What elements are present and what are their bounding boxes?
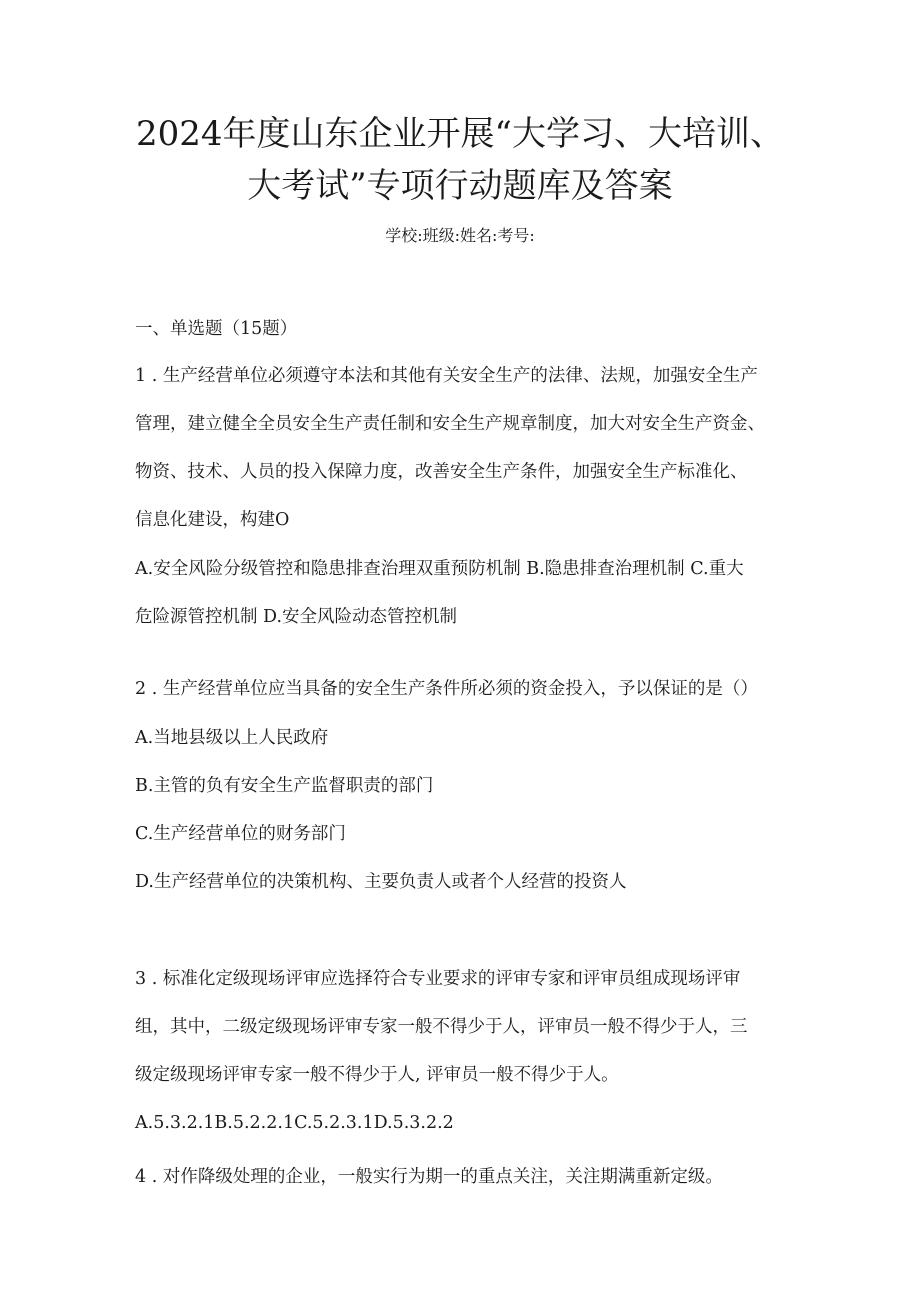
question-4-line-1: 4 . 对作降级处理的企业，一般实行为期一的重点关注，关注期满重新定级。: [135, 1167, 723, 1187]
question-1-options-line-2: 危险源管控机制 D.安全风险动态管控机制: [135, 607, 458, 627]
question-1-line-4: 信息化建设，构建O: [135, 510, 290, 530]
question-1-line-2: 管理，建立健全全员安全生产责任制和安全生产规章制度，加大对安全生产资金、: [135, 414, 765, 434]
document-title-line-2: 大考试”专项行动题库及答案: [247, 166, 673, 206]
question-1-line-1: 1 . 生产经营单位必须遵守本法和其他有关安全生产的法律、法规，加强安全生产: [135, 366, 758, 386]
question-2-option-d: D.生产经营单位的决策机构、主要负责人或者个人经营的投资人: [135, 872, 627, 892]
question-2-option-b: B.主管的负有安全生产监督职责的部门: [135, 776, 434, 796]
document-title-line-1: 2024年度山东企业开展“大学习、大培训、: [136, 114, 784, 154]
question-1-options-line-1: A.安全风险分级管控和隐患排查治理双重预防机制 B.隐患排查治理机制 C.重大: [135, 559, 744, 579]
question-2-option-a: A.当地县级以上人民政府: [135, 728, 329, 748]
question-3-options: A.5.3.2.1B.5.2.2.1C.5.2.3.1D.5.3.2.2: [135, 1113, 454, 1133]
section-heading: 一、单选题（15题）: [135, 319, 298, 339]
student-info-line: 学校:班级:姓名:考号:: [385, 226, 535, 245]
question-3-line-1: 3 . 标准化定级现场评审应选择符合专业要求的评审专家和评审员组成现场评审: [135, 969, 741, 989]
question-1-line-3: 物资、技术、人员的投入保障力度，改善安全生产条件，加强安全生产标准化、: [135, 462, 748, 482]
question-3-line-3: 级定级现场评审专家一般不得少于人, 评审员一般不得少于人。: [135, 1065, 619, 1085]
question-3-line-2: 组，其中，二级定级现场评审专家一般不得少于人，评审员一般不得少于人，三: [135, 1017, 748, 1037]
question-2-line-1: 2 . 生产经营单位应当具备的安全生产条件所必须的资金投入，予以保证的是（）: [135, 679, 758, 699]
question-2-option-c: C.生产经营单位的财务部门: [135, 824, 346, 844]
